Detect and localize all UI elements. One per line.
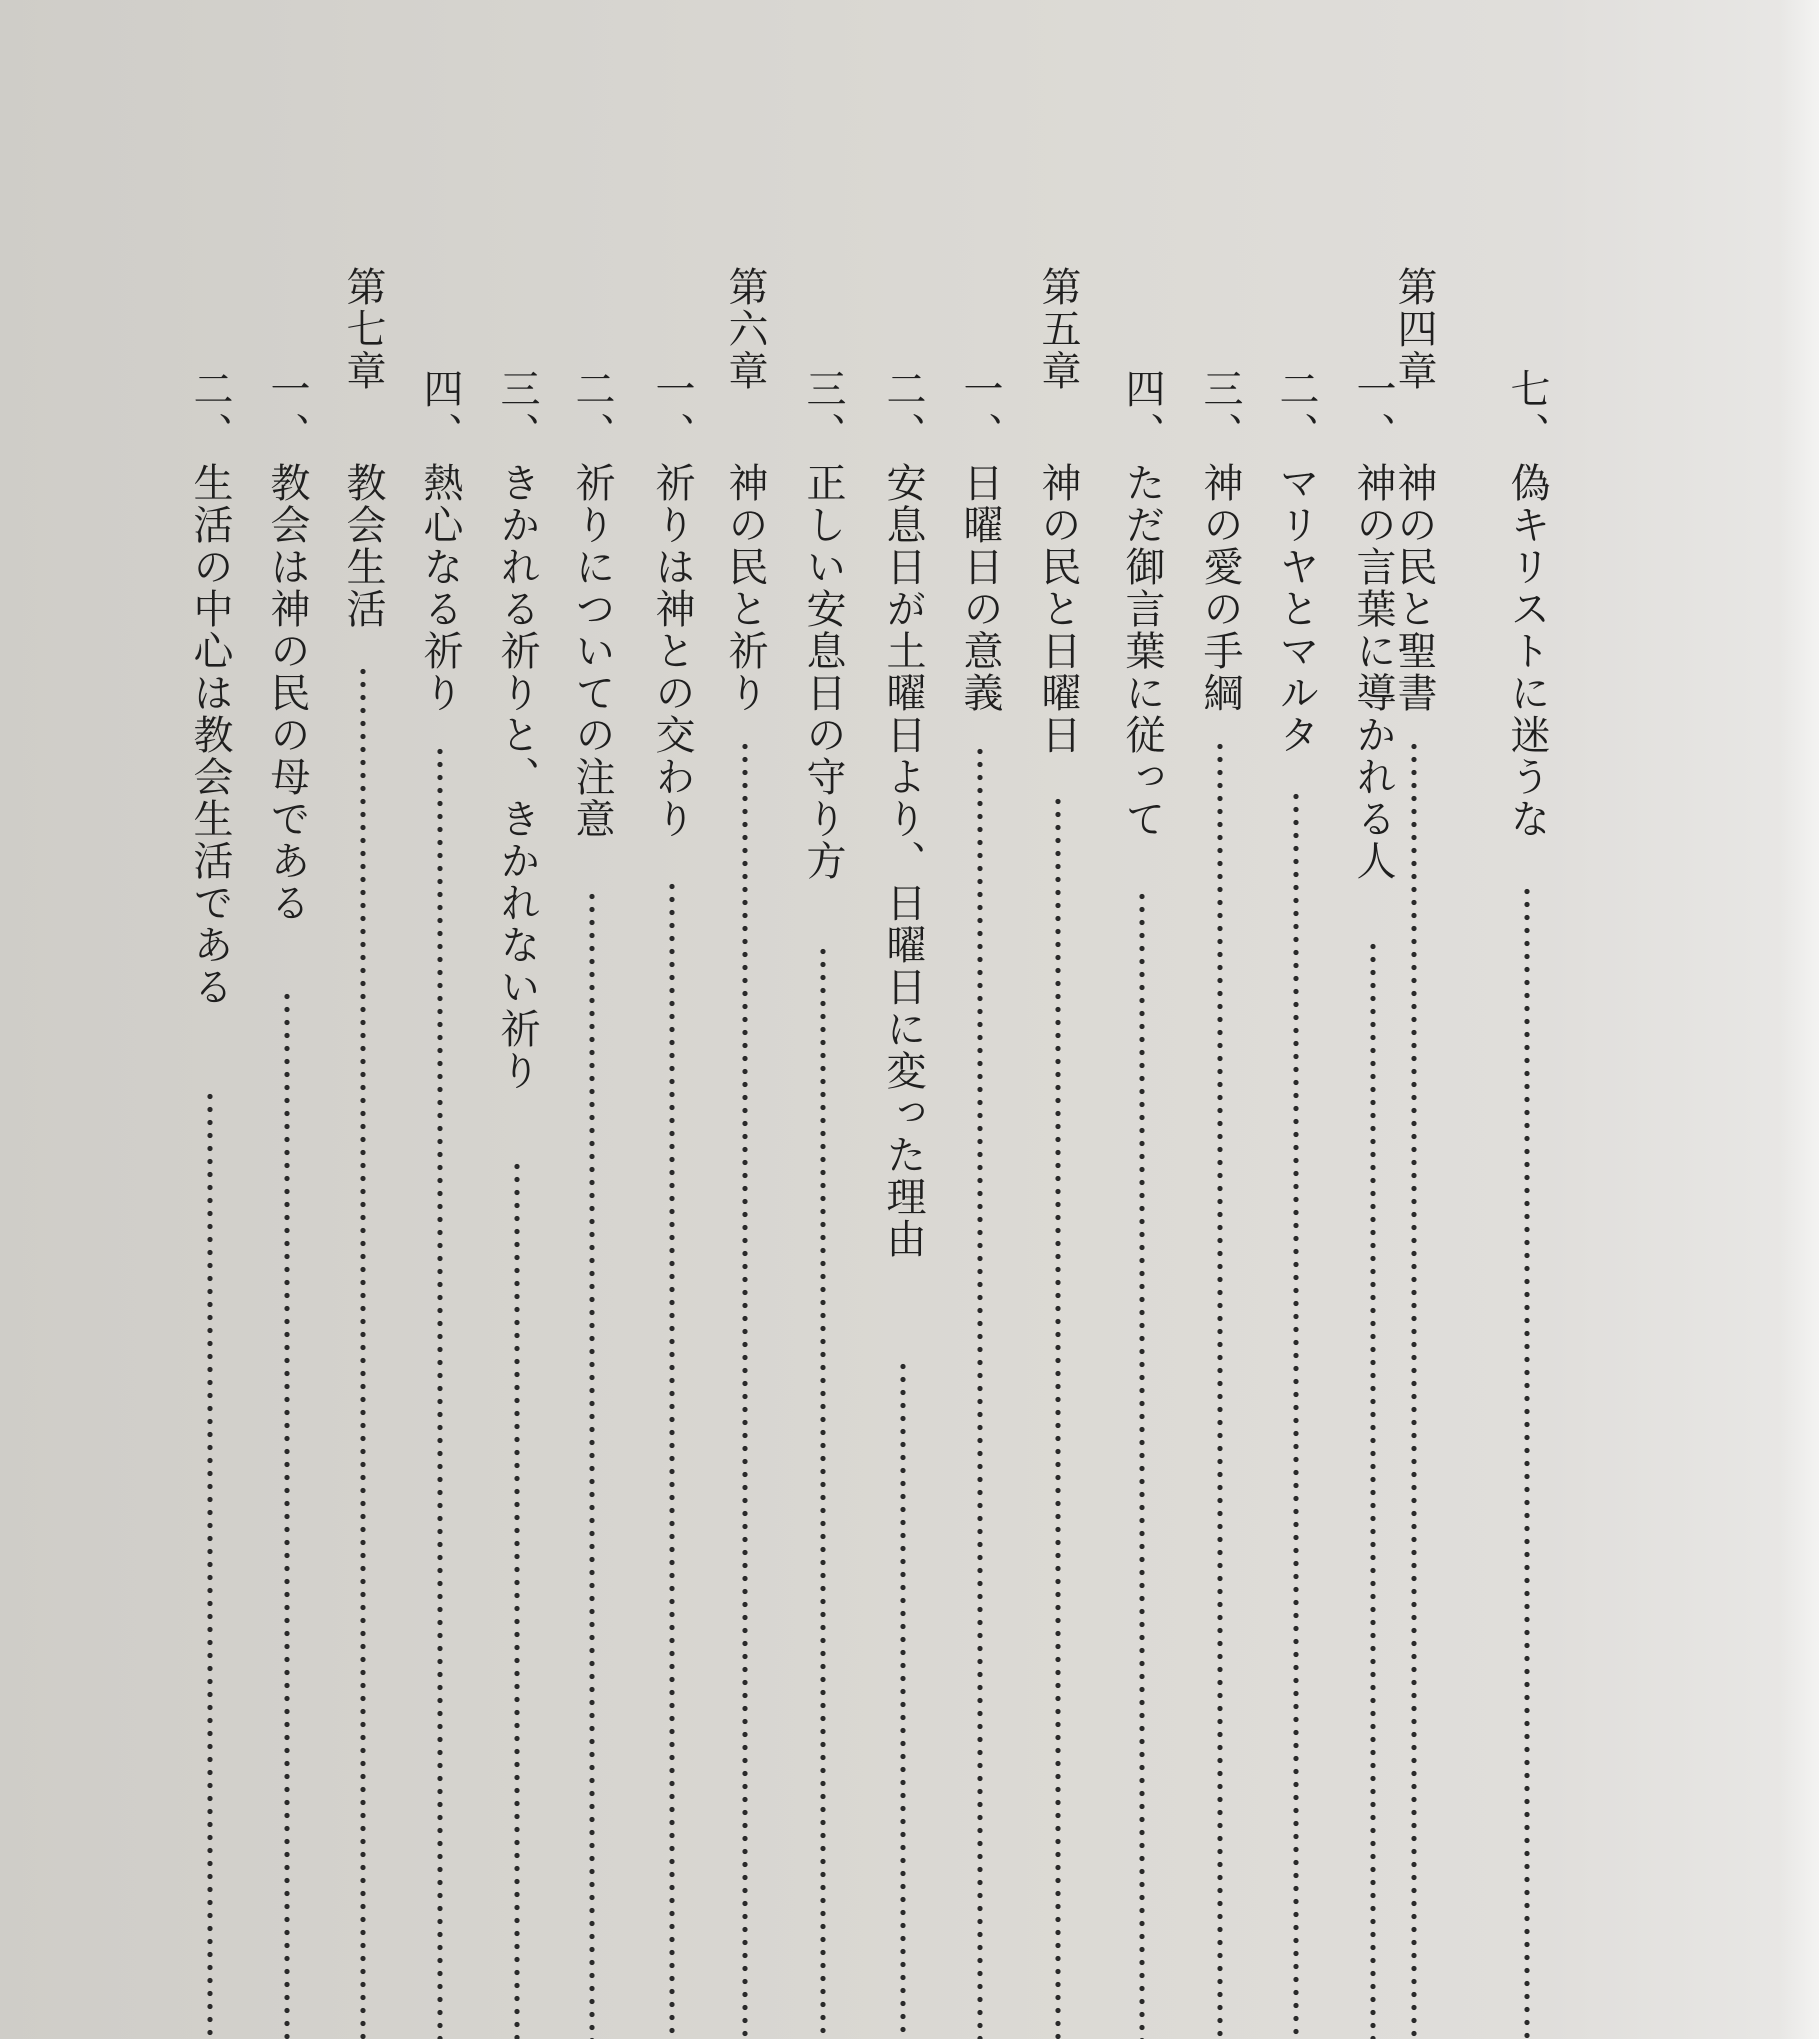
- chapter-number: 第七章: [340, 266, 386, 392]
- toc-entry: [796, 0, 850, 2039]
- dot-leader: [589, 890, 595, 2039]
- entry-title: 神の言葉に導かれる人: [1350, 462, 1396, 882]
- entry-number: 二、: [187, 368, 233, 456]
- chapter-number: 第四章: [1391, 266, 1437, 392]
- toc-entry: [490, 0, 544, 2039]
- entry-number: 二、: [569, 368, 615, 456]
- entry-title: 神の愛の手綱: [1197, 462, 1243, 714]
- toc-entry: [1269, 0, 1323, 2039]
- dot-leader: [284, 990, 290, 2039]
- dot-leader: [977, 745, 983, 2039]
- entry-title: マリヤとマルタ: [1273, 462, 1319, 756]
- entry-number: 七、: [1504, 368, 1550, 456]
- toc-entry: [1500, 0, 1554, 2039]
- entry-title: 安息日が土曜日より、日曜日に変った理由: [880, 462, 926, 1260]
- toc-entry: [413, 0, 467, 2039]
- entry-number: 四、: [417, 368, 463, 456]
- entry-title: 生活の中心は教会生活である: [187, 462, 233, 1008]
- chapter-title: 神の民と聖書: [1391, 462, 1437, 714]
- toc-chapter: [336, 0, 390, 2039]
- entry-title: きかれる祈りと、きかれない祈り: [494, 462, 540, 1092]
- entry-number: 一、: [1350, 368, 1396, 456]
- entry-number: 一、: [649, 368, 695, 456]
- dot-leader: [1139, 890, 1145, 2039]
- entry-title: 偽キリストに迷うな: [1504, 462, 1550, 840]
- toc-entry: [260, 0, 314, 2039]
- toc-entry: [876, 0, 930, 2039]
- chapter-number: 第五章: [1035, 266, 1081, 392]
- chapter-number: 第六章: [722, 266, 768, 392]
- toc-entry: [645, 0, 699, 2039]
- toc-entry: [953, 0, 1007, 2039]
- dot-leader: [1293, 790, 1299, 2039]
- dot-leader: [1217, 740, 1223, 2039]
- toc-entry: [1346, 0, 1400, 2039]
- dot-leader: [1370, 940, 1376, 2039]
- dot-leader: [742, 740, 748, 2039]
- entry-number: 二、: [1273, 368, 1319, 456]
- dot-leader: [207, 1090, 213, 2039]
- dot-leader: [1411, 740, 1417, 2039]
- chapter-title: 神の民と日曜日: [1035, 462, 1081, 756]
- toc-entry: [565, 0, 619, 2039]
- dot-leader: [900, 1360, 906, 2039]
- dot-leader: [1055, 795, 1061, 2039]
- entry-title: 正しい安息日の守り方: [800, 462, 846, 882]
- chapter-title: 教会生活: [340, 462, 386, 630]
- entry-number: 一、: [957, 368, 1003, 456]
- toc-chapter: [1031, 0, 1085, 2039]
- entry-title: 熱心なる祈り: [417, 462, 463, 714]
- chapter-title: 神の民と祈り: [722, 462, 768, 714]
- entry-number: 三、: [1197, 368, 1243, 456]
- toc-entry: [1193, 0, 1247, 2039]
- toc-chapter: [718, 0, 772, 2039]
- toc-entry: [183, 0, 237, 2039]
- entry-title: 祈りは神との交わり: [649, 462, 695, 840]
- entry-number: 四、: [1119, 368, 1165, 456]
- entry-title: ただ御言葉に従って: [1119, 462, 1165, 840]
- entry-number: 二、: [880, 368, 926, 456]
- dot-leader: [1524, 885, 1530, 2039]
- dot-leader: [360, 665, 366, 2039]
- dot-leader: [437, 745, 443, 2039]
- entry-title: 教会は神の民の母である: [264, 462, 310, 924]
- entry-title: 祈りについての注意: [569, 462, 615, 840]
- entry-number: 三、: [800, 368, 846, 456]
- entry-number: 三、: [494, 368, 540, 456]
- entry-number: 一、: [264, 368, 310, 456]
- entry-title: 日曜日の意義: [957, 462, 1003, 714]
- dot-leader: [820, 945, 826, 2039]
- dot-leader: [514, 1160, 520, 2039]
- dot-leader: [669, 880, 675, 2039]
- toc-entry: [1115, 0, 1169, 2039]
